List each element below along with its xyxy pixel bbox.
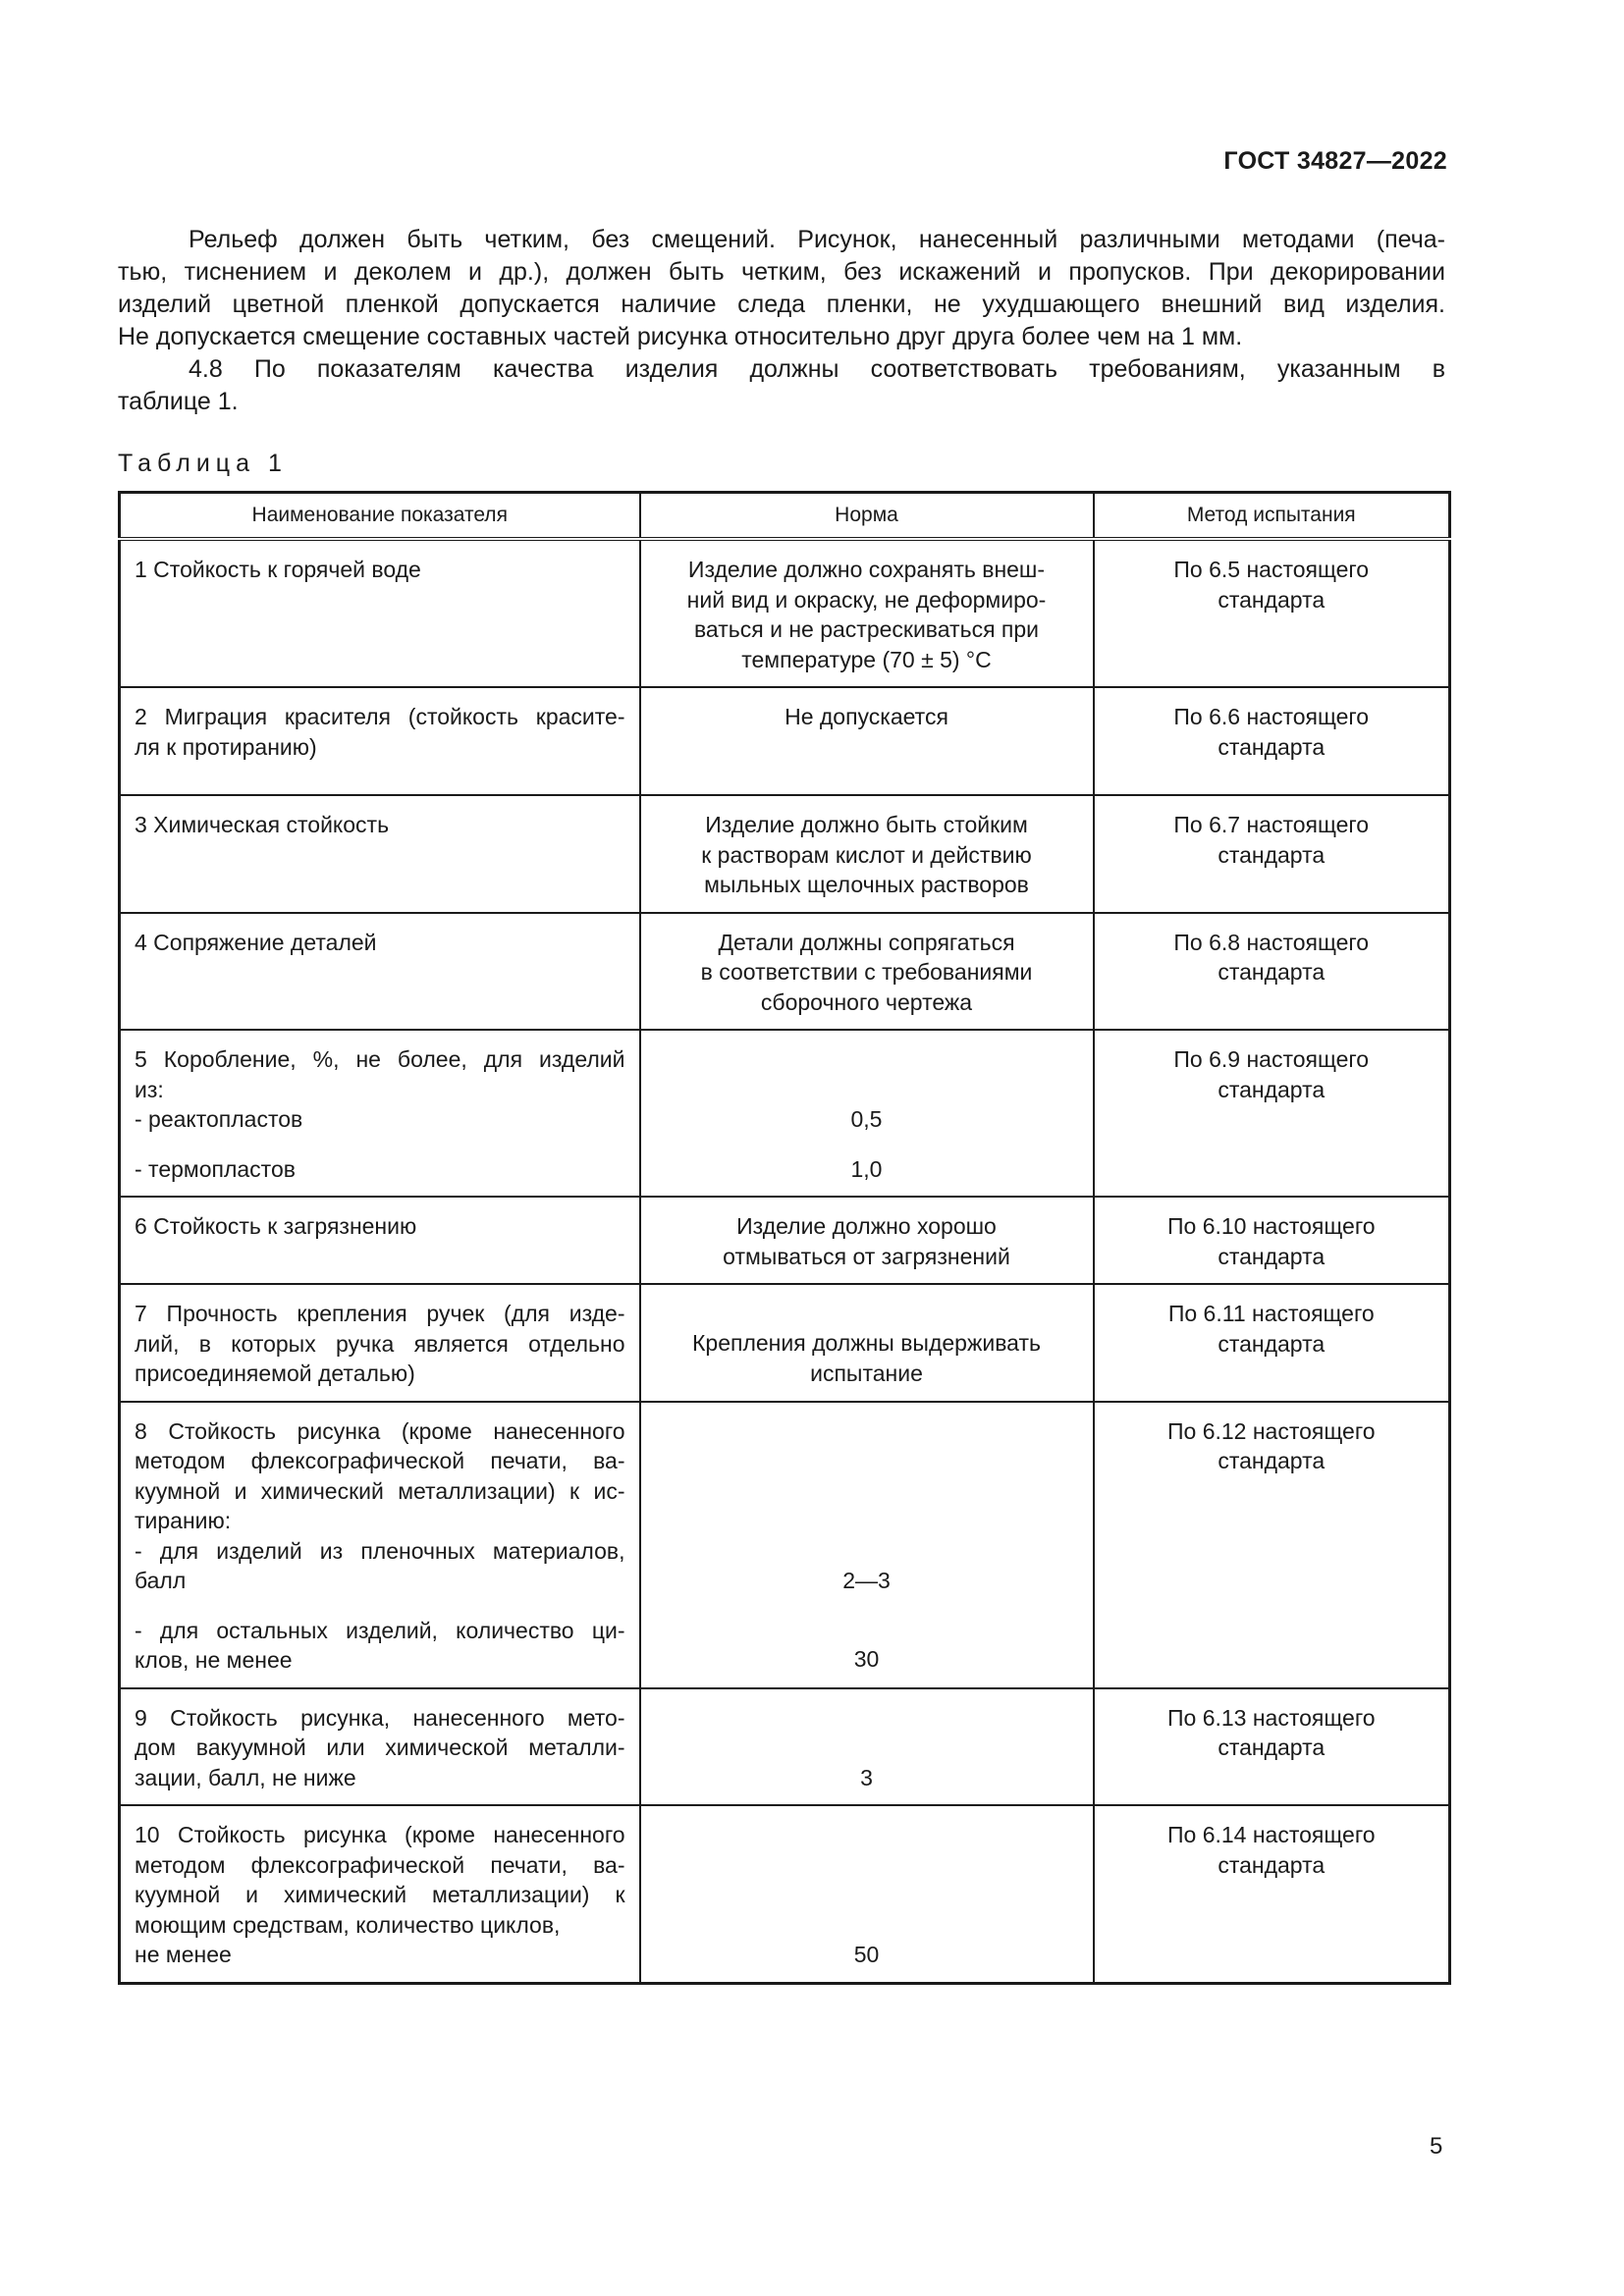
- text-line: изделий цветной пленкой допускается наличие следа пленки, не ухудшающего внешний вид изделия.: [118, 291, 1445, 318]
- norm-cell: [640, 687, 1094, 795]
- table-header-row: [120, 493, 1450, 540]
- cell-line: По 6.10 настоящего: [1166, 1213, 1376, 1239]
- cell-line: дом вакуумной или химической металли-: [135, 1735, 625, 1760]
- cell-line: клов, не менее: [135, 1647, 293, 1673]
- indicator-cell: [120, 913, 640, 1031]
- cell-line: стандарта: [1218, 1448, 1326, 1473]
- cell-line: 1,0: [850, 1155, 883, 1182]
- method-cell: [1094, 1030, 1450, 1197]
- cell-line: стандарта: [1218, 1076, 1326, 1102]
- cell-line: стандарта: [1218, 586, 1326, 613]
- cell-line: - термопластов: [135, 1155, 296, 1182]
- cell-line: 2—3: [842, 1567, 891, 1593]
- table-row: [120, 1284, 1450, 1402]
- indicator-cell: [120, 1805, 640, 1983]
- page-number: 5: [1430, 2133, 1443, 2160]
- method-cell: [1094, 795, 1450, 913]
- method-cell: [1094, 687, 1450, 795]
- indicator-cell: [120, 795, 640, 913]
- cell-line: ваться и не растрескиваться при: [693, 616, 1040, 642]
- text-line: 4.8 По показателям качества изделия должны соответствовать требованиям, указанным в: [189, 355, 1445, 383]
- cell-line: По 6.8 настоящего: [1173, 929, 1370, 955]
- intro-text: [118, 224, 1445, 418]
- method-cell: [1094, 913, 1450, 1031]
- indicator-cell: [120, 1030, 640, 1197]
- method-cell: [1094, 1197, 1450, 1284]
- cell-line: лий, в которых ручка является отдельно: [135, 1330, 625, 1357]
- cell-line: в соответствии с требованиями: [700, 959, 1033, 985]
- table-row: [120, 1030, 1450, 1197]
- cell-line: По 6.14 настоящего: [1166, 1822, 1376, 1847]
- cell-line: 4 Сопряжение деталей: [135, 929, 377, 955]
- text-line: Не допускается смещение составных частей рисунка относительно друг друга более чем на 1 мм.: [118, 323, 1243, 350]
- cell-line: Изделие должно быть стойким: [705, 812, 1028, 837]
- table-row: [120, 539, 1450, 687]
- cell-line: По 6.5 настоящего: [1173, 557, 1370, 582]
- cell-line: 7 Прочность крепления ручек (для изде-: [135, 1301, 625, 1326]
- header-method: Метод испытания: [1094, 493, 1450, 540]
- cell-line: испытание: [810, 1360, 923, 1386]
- table-row: [120, 687, 1450, 795]
- cell-line: По 6.13 настоящего: [1166, 1704, 1376, 1731]
- method-cell: [1094, 1284, 1450, 1402]
- text-line: Рельеф должен быть четким, без смещений. Рисунок, нанесенный различными методами (печа-: [189, 226, 1445, 253]
- norm-cell: [640, 913, 1094, 1031]
- cell-line: 3 Химическая стойкость: [135, 812, 390, 837]
- cell-line: По 6.7 настоящего: [1173, 812, 1370, 837]
- cell-line: 5 Коробление, %, не более, для изделий: [135, 1046, 625, 1072]
- norm-cell: [640, 1805, 1094, 1983]
- cell-line: По 6.11 настоящего: [1167, 1301, 1375, 1326]
- cell-line: методом флексографической печати, ва-: [135, 1448, 625, 1473]
- norm-cell: [640, 1284, 1094, 1402]
- cell-line: методом флексографической печати, ва-: [135, 1851, 625, 1878]
- cell-line: 10 Стойкость рисунка (кроме нанесенного: [135, 1822, 625, 1847]
- cell-line: стандарта: [1218, 1243, 1326, 1269]
- norm-cell: [640, 1197, 1094, 1284]
- cell-line: куумной и химический металлизации) к: [135, 1882, 625, 1907]
- intro-paragraph-2: [118, 353, 1445, 418]
- cell-line: Не допускается: [785, 704, 948, 729]
- indicator-cell: [120, 1402, 640, 1688]
- norm-cell: [640, 1402, 1094, 1688]
- cell-line: мыльных щелочных растворов: [704, 872, 1029, 897]
- norm-cell: [640, 795, 1094, 913]
- cell-line: - для остальных изделий, количество ци-: [135, 1617, 625, 1643]
- header-indicator: Наименование показателя: [120, 493, 640, 540]
- cell-line: По 6.9 настоящего: [1173, 1046, 1370, 1072]
- indicator-cell: [120, 1688, 640, 1806]
- cell-line: - для изделий из пленочных материалов,: [135, 1537, 625, 1564]
- cell-line: стандарта: [1218, 1735, 1326, 1760]
- table-row: [120, 1197, 1450, 1284]
- cell-line: По 6.12 настоящего: [1166, 1417, 1376, 1444]
- cell-line: ля к протиранию): [135, 733, 317, 760]
- cell-line: 50: [853, 1942, 880, 1967]
- cell-line: отмываться от загрязнений: [723, 1243, 1010, 1269]
- indicator-cell: [120, 1284, 640, 1402]
- indicator-cell: [120, 687, 640, 795]
- cell-line: стандарта: [1218, 959, 1326, 985]
- cell-line: присоединяемой деталью): [135, 1361, 415, 1386]
- table-caption: Таблица 1: [118, 450, 288, 477]
- cell-line: 6 Стойкость к загрязнению: [135, 1213, 417, 1239]
- method-cell: [1094, 539, 1450, 687]
- cell-line: Детали должны сопрягаться: [718, 929, 1015, 955]
- indicator-cell: [120, 1197, 640, 1284]
- method-cell: [1094, 1805, 1450, 1983]
- method-cell: [1094, 1688, 1450, 1806]
- cell-line: тиранию:: [135, 1508, 232, 1533]
- cell-line: Крепления должны выдерживать: [692, 1330, 1041, 1356]
- cell-line: балл: [135, 1568, 187, 1593]
- table-row: [120, 1805, 1450, 1983]
- cell-line: Изделие должно хорошо: [736, 1213, 997, 1239]
- method-cell: [1094, 1402, 1450, 1688]
- cell-line: Изделие должно сохранять внеш-: [687, 557, 1046, 582]
- table-row: [120, 795, 1450, 913]
- intro-paragraph-1: [118, 224, 1445, 353]
- cell-line: сборочного чертежа: [760, 988, 973, 1015]
- cell-line: стандарта: [1218, 841, 1326, 868]
- cell-line: 9 Стойкость рисунка, нанесенного мето-: [135, 1704, 625, 1731]
- norm-cell: [640, 1688, 1094, 1806]
- cell-line: стандарта: [1218, 1851, 1326, 1878]
- cell-line: температуре (70 ± 5) °С: [741, 646, 992, 672]
- cell-line: куумной и химический металлизации) к ис-: [135, 1477, 625, 1504]
- cell-line: 8 Стойкость рисунка (кроме нанесенного: [135, 1417, 625, 1444]
- cell-line: 3: [860, 1764, 873, 1790]
- cell-line: - реактопластов: [135, 1106, 303, 1132]
- cell-line: 0,5: [850, 1106, 883, 1132]
- requirements-table: [118, 491, 1451, 1985]
- table-row: [120, 1402, 1450, 1688]
- cell-line: стандарта: [1218, 1330, 1326, 1357]
- header-norm: Норма: [640, 493, 1094, 540]
- cell-line: 30: [853, 1646, 880, 1672]
- cell-line: стандарта: [1218, 733, 1326, 760]
- text-line: таблице 1.: [118, 388, 239, 415]
- norm-cell: [640, 539, 1094, 687]
- cell-line: моющим средствам, количество циклов,: [135, 1911, 561, 1938]
- cell-line: из:: [135, 1076, 164, 1102]
- table-row: [120, 1688, 1450, 1806]
- cell-line: 1 Стойкость к горячей воде: [135, 557, 421, 582]
- cell-line: не менее: [135, 1942, 232, 1967]
- table-row: [120, 913, 1450, 1031]
- document-code: ГОСТ 34827—2022: [1223, 147, 1447, 175]
- cell-line: ний вид и окраску, не деформиро-: [686, 586, 1047, 613]
- cell-line: 2 Миграция красителя (стойкость красите-: [135, 704, 625, 729]
- cell-line: По 6.6 настоящего: [1173, 704, 1370, 729]
- cell-line: зации, балл, не ниже: [135, 1764, 356, 1790]
- indicator-cell: [120, 539, 640, 687]
- cell-line: к растворам кислот и действию: [701, 841, 1032, 868]
- text-line: тью, тиснением и деколем и др.), должен быть четким, без искажений и пропусков. При декорировании: [118, 258, 1445, 286]
- norm-cell: [640, 1030, 1094, 1197]
